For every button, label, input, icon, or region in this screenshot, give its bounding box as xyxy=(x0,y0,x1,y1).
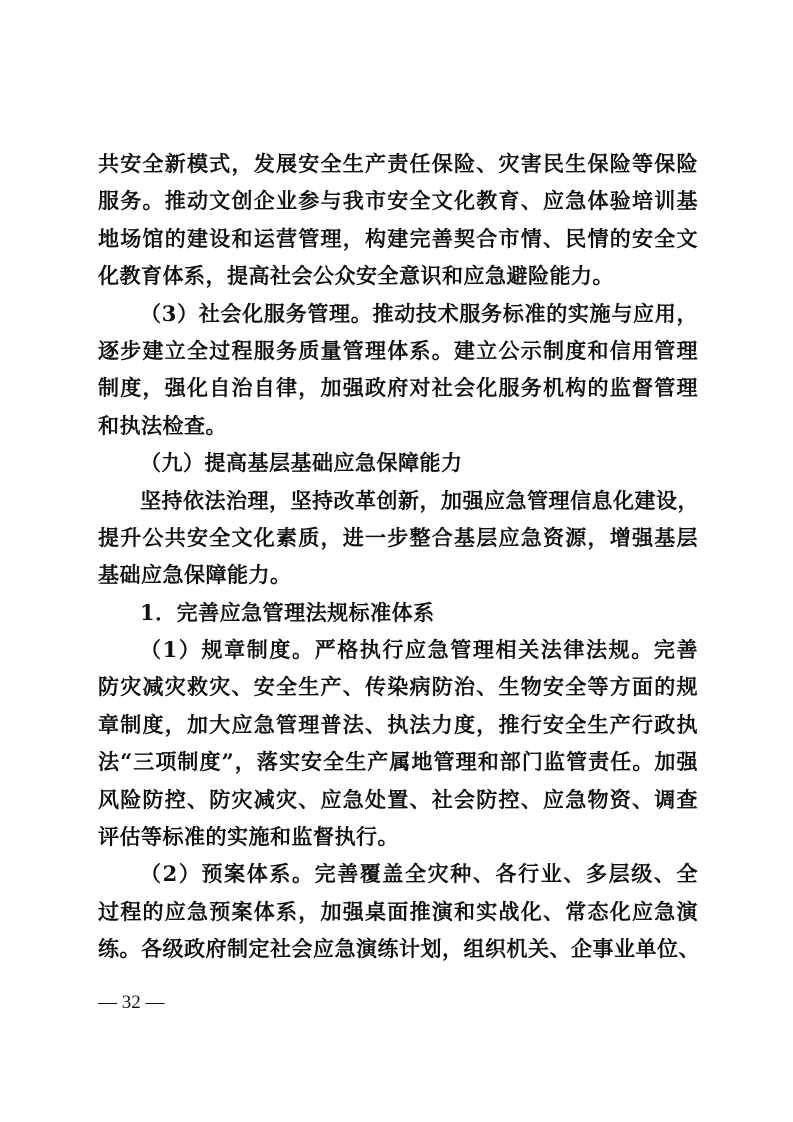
text-line: 服务。推动文创企业参与我市安全文化教育、应急体验培训基 xyxy=(98,188,698,214)
text-line: 1．完善应急管理法规标准体系 xyxy=(140,599,435,625)
text-line: 章制度，加大应急管理普法、执法力度，推行安全生产行政执 xyxy=(98,711,698,737)
text-line: 练。各级政府制定社会应急演练计划，组织机关、企事业单位、 xyxy=(98,936,700,962)
text-line: （2）预案体系。完善覆盖全灾种、各行业、多层级、全 xyxy=(140,861,698,887)
text-line: 制度，强化自治自律，加强政府对社会化服务机构的监督管理 xyxy=(98,375,698,401)
text-line: 提升公共安全文化素质，进一步整合基层应急资源，增强基层 xyxy=(98,524,698,550)
text-line: （3）社会化服务管理。推动技术服务标准的实施与应用， xyxy=(140,300,698,326)
text-line: 化教育体系，提高社会公众安全意识和应急避险能力。 xyxy=(98,263,614,289)
text-line: （九）提高基层基础应急保障能力 xyxy=(140,450,463,476)
text-line: 评估等标准的实施和监督执行。 xyxy=(98,824,399,850)
page-number: — 32 — xyxy=(98,992,165,1013)
text-line: 和执法检查。 xyxy=(98,412,227,438)
text-line: 逐步建立全过程服务质量管理体系。建立公示制度和信用管理 xyxy=(98,337,698,363)
text-line: 基础应急保障能力。 xyxy=(98,562,292,588)
text-line: 防灾减灾救灾、安全生产、传染病防治、生物安全等方面的规 xyxy=(98,674,698,700)
text-line: 法“三项制度”，落实安全生产属地管理和部门监管责任。加强 xyxy=(98,749,698,775)
text-line: 地场馆的建设和运营管理，构建完善契合市情、民情的安全文 xyxy=(98,225,698,251)
text-line: （1）规章制度。严格执行应急管理相关法律法规。完善 xyxy=(140,637,698,663)
text-line: 共安全新模式，发展安全生产责任保险、灾害民生保险等保险 xyxy=(98,151,698,176)
text-line: 风险防控、防灾减灾、应急处置、社会防控、应急物资、调查 xyxy=(98,786,698,812)
text-line: 坚持依法治理，坚持改革创新，加强应急管理信息化建设， xyxy=(140,487,699,513)
body-text xyxy=(98,145,698,968)
text-line: 过程的应急预案体系，加强桌面推演和实战化、常态化应急演 xyxy=(98,898,698,924)
